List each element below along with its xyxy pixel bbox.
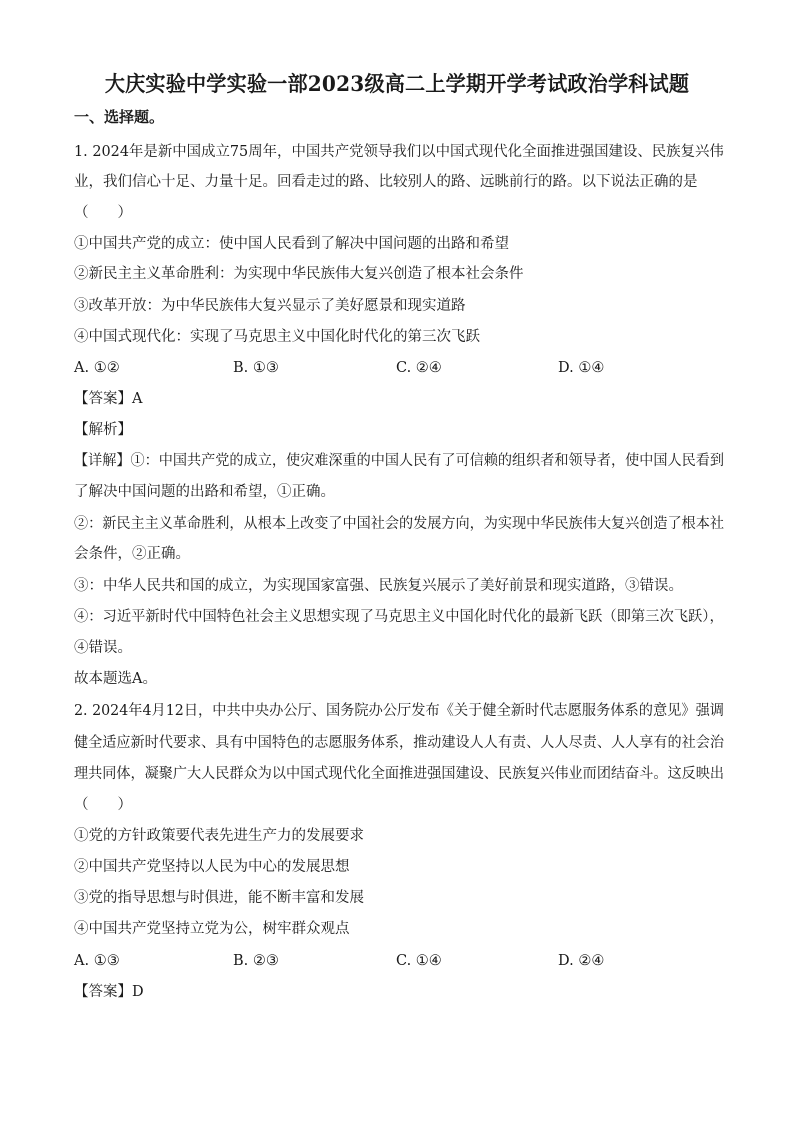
q2-statement: ③党的指导思想与时俱进，能不断丰富和发展 [74,890,364,906]
q1-detail-line: ③：中华人民共和国的成立，为实现国家富强、民族复兴展示了美好前景和现实道路，③错误。 [74,578,683,594]
q2-option-c: C. ①④ [396,953,442,969]
q2-statement: ②中国共产党坚持以人民为中心的发展思想 [74,859,350,875]
q1-option-c: C. ②④ [396,360,442,376]
q2-stem-line: 理共同体，凝聚广大人民群众为以中国式现代化全面推进强国建设、民族复兴伟业而团结奋斗。这反映出 [74,766,724,782]
q1-option-b: B. ①③ [233,360,279,376]
q1-detail-line: 了解决中国问题的出路和希望，①正确。 [74,484,335,500]
q1-stem-line: （ ） [74,205,132,221]
q1-statement: ②新民主主义革命胜利：为实现中华民族伟大复兴创造了根本社会条件 [74,266,524,282]
q2-statement: ①党的方针政策要代表先进生产力的发展要求 [74,828,364,844]
q2-option-a: A. ①③ [74,953,120,969]
q2-stem-line: 健全适应新时代要求、具有中国特色的志愿服务体系，推动建设人人有责、人人尽责、人人享有的社会治 [74,735,724,751]
q1-option-d: D. ①④ [558,360,605,376]
q1-detail-line: 【详解】①：中国共产党的成立，使灾难深重的中国人民有了可信赖的组织者和领导者，使中国人民看到 [74,453,724,469]
q2-options [74,951,724,971]
q2-stem-line: 2. 2024年4月12日，中共中央办公厅、国务院办公厅发布《关于健全新时代志愿服务体系的意见》强调 [74,703,725,719]
q2-option-b: B. ②③ [233,953,279,969]
q1-option-a: A. ①② [74,360,120,376]
section-heading: 一、选择题。 [74,108,165,126]
q1-detail-line: ④：习近平新时代中国特色社会主义思想实现了马克思主义中国化时代化的最新飞跃（即第三次飞跃）， [74,609,724,625]
q1-detail-line: ②：新民主主义革命胜利，从根本上改变了中国社会的发展方向，为实现中华民族伟大复兴创造了根本社 [74,516,724,532]
q1-detail-line: 会条件，②正确。 [74,546,190,562]
q1-conclusion: 故本题选A。 [74,671,157,687]
q2-answer: 【答案】D [74,984,144,1000]
q1-answer: 【答案】A [74,391,143,407]
q1-options [74,358,724,378]
q1-statement: ①中国共产党的成立：使中国人民看到了解决中国问题的出路和希望 [74,236,509,252]
q1-statement: ④中国式现代化：实现了马克思主义中国化时代化的第三次飞跃 [74,329,480,345]
q1-detail-line: ④错误。 [74,640,132,656]
q2-option-d: D. ②④ [558,953,605,969]
q1-stem-line: 1. 2024年是新中国成立75周年，中国共产党领导我们以中国式现代化全面推进强国建设、民族复兴伟 [74,144,724,160]
document-title: 大庆实验中学实验一部2023级高二上学期开学考试政治学科试题 [104,71,690,96]
q1-statement: ③改革开放：为中华民族伟大复兴显示了美好愿景和现实道路 [74,298,466,314]
q2-stem-line: （ ） [74,797,132,813]
q1-stem-line: 业，我们信心十足、力量十足。回看走过的路、比较别人的路、远眺前行的路。以下说法正确的是 [74,174,698,190]
q2-statement: ④中国共产党坚持立党为公，树牢群众观点 [74,921,350,937]
q1-analysis-label: 【解析】 [74,422,132,438]
